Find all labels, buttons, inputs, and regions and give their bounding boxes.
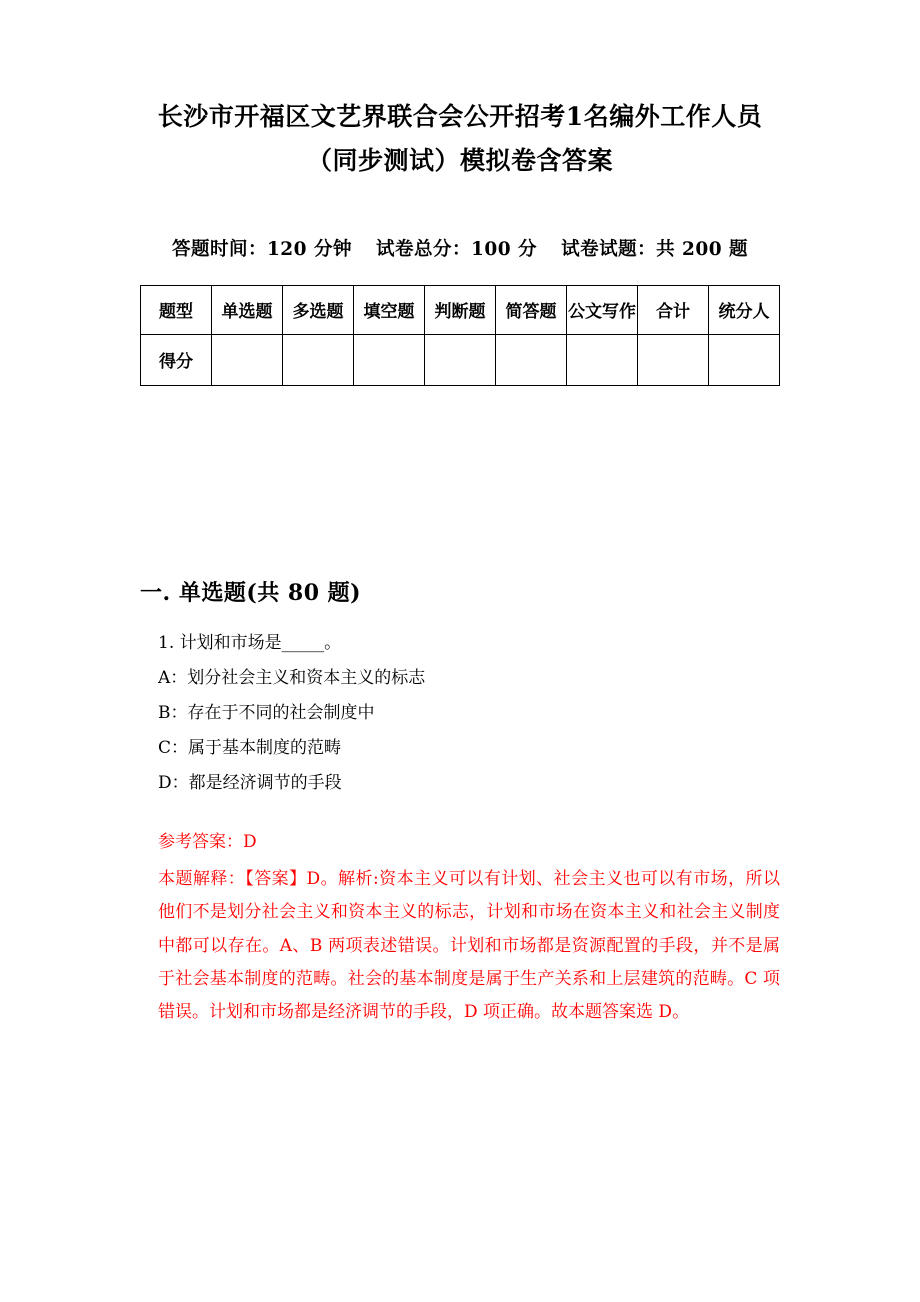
table-header-cell: 判断题 [425, 285, 496, 334]
meta-time: 答题时间：120 分钟 [171, 238, 352, 260]
table-header-cell: 公文写作 [567, 285, 638, 334]
blank-spacer [140, 386, 780, 576]
table-cell [212, 334, 283, 385]
question-stem: 1. 计划和市场是_____。 [158, 632, 342, 653]
table-header-row [141, 285, 780, 334]
section-heading: 一. 单选题(共 80 题) [140, 579, 362, 606]
table-row [141, 334, 780, 385]
table-header-cell: 填空题 [354, 285, 425, 334]
table-header-cell: 单选题 [212, 285, 283, 334]
answer-explanation: 本题解释：【答案】D。解析:资本主义可以有计划、社会主义也可以有市场，所以他们不是划分社会主义和资本主义的标志，计划和市场在资本主义和社会主义制度中都可以存在。A、B 两项表述错误。计划和市场都是资源配置的手段，并不是属于社会基本制度的范畴。社会的基本制度是属于生产关系和上层建筑的范畴。C 项错误。计划和市场都是经济调节的手段，D 项正确。故本题答案选 D。 [158, 869, 780, 1022]
meta-question-count: 试卷试题：共 200 题 [561, 238, 749, 260]
reference-answer: 参考答案：D [158, 832, 257, 853]
score-table [140, 285, 780, 386]
table-header-cell: 题型 [141, 285, 212, 334]
question-option-c: C：属于基本制度的范畴 [158, 737, 342, 758]
table-header-cell: 统分人 [709, 285, 780, 334]
table-cell [638, 334, 709, 385]
table-header-cell: 多选题 [283, 285, 354, 334]
exam-meta [140, 235, 780, 261]
table-row-label: 得分 [141, 334, 212, 385]
table-cell [496, 334, 567, 385]
table-header-cell: 合计 [638, 285, 709, 334]
table-cell [567, 334, 638, 385]
question-option-b: B：存在于不同的社会制度中 [158, 702, 375, 723]
page-title: 长沙市开福区文艺界联合会公开招考1名编外工作人员（同步测试）模拟卷含答案 [157, 102, 763, 175]
question-option-d: D：都是经济调节的手段 [158, 773, 342, 794]
question-option-a: A：划分社会主义和资本主义的标志 [158, 667, 426, 688]
table-cell [283, 334, 354, 385]
table-cell [354, 334, 425, 385]
table-cell [425, 334, 496, 385]
table-cell [709, 334, 780, 385]
meta-total-score: 试卷总分：100 分 [376, 238, 538, 260]
table-header-cell: 简答题 [496, 285, 567, 334]
